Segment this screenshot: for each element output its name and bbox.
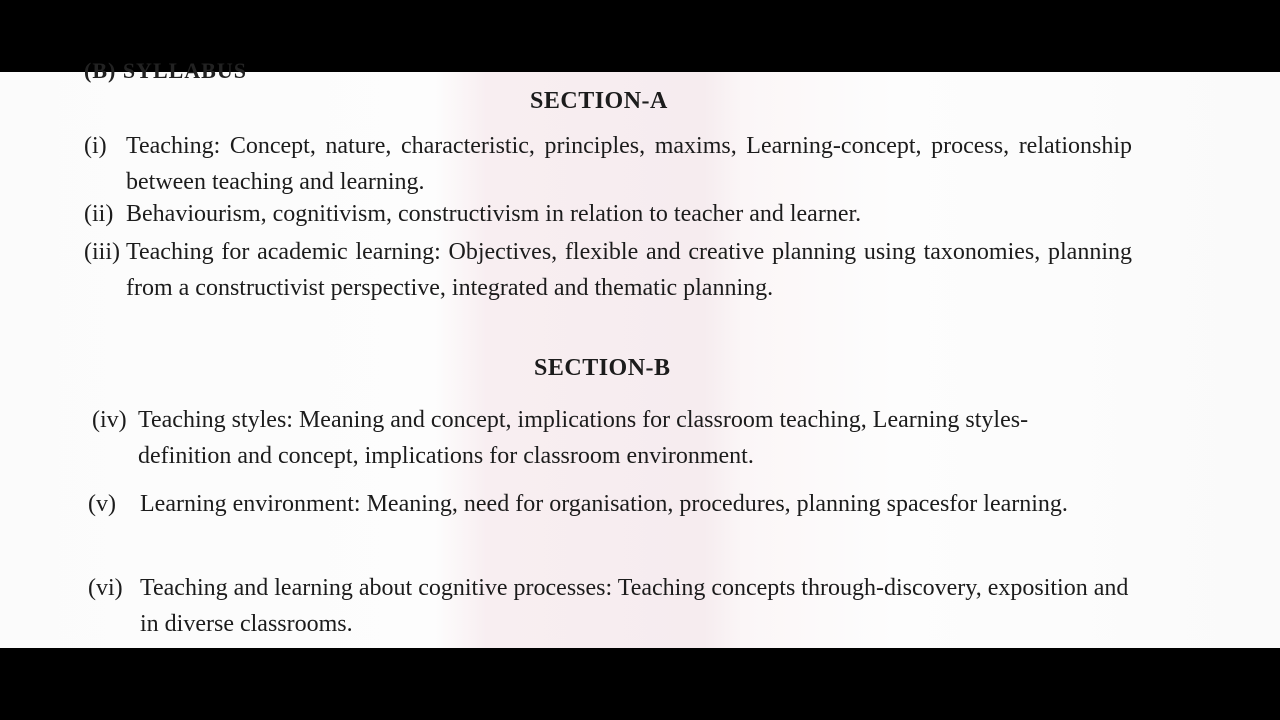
document-page — [0, 58, 1280, 648]
item-number: (vi) — [88, 575, 123, 601]
item-number: (iv) — [92, 407, 127, 433]
list-item — [84, 128, 1132, 200]
item-text: Teaching for academic learning: Objectives, flexible and creative planning using taxonomies, planning from a constructivist perspective, integrated and thematic planning. — [126, 239, 1132, 301]
item-number: (v) — [88, 491, 116, 517]
item-number: (iii) — [84, 239, 120, 265]
list-item — [88, 486, 1118, 522]
list-item — [88, 570, 1130, 642]
item-text: Learning environment: Meaning, need for organisation, procedures, planning spacesfor learning. — [140, 491, 1068, 517]
item-text: Teaching: Concept, nature, characteristic, principles, maxims, Learning-concept, process, relationship between teaching and learning. — [126, 133, 1132, 195]
list-item — [84, 196, 1132, 232]
section-a-title: SECTION-A — [530, 88, 668, 114]
list-item — [84, 234, 1132, 306]
section-b-title: SECTION-B — [534, 355, 671, 381]
syllabus-heading-fragment: (B) SYLLABUS — [84, 58, 247, 83]
list-item — [92, 402, 1102, 474]
item-text: Behaviourism, cognitivism, constructivism in relation to teacher and learner. — [126, 201, 862, 227]
item-number: (ii) — [84, 201, 114, 227]
item-text: Teaching and learning about cognitive processes: Teaching concepts through-discovery, exposition and in diverse classrooms. — [140, 575, 1129, 637]
item-text: Teaching styles: Meaning and concept, implications for classroom teaching, Learning styles- definition and concept, implications for classroom environment. — [138, 407, 1029, 469]
item-number: (i) — [84, 133, 107, 159]
